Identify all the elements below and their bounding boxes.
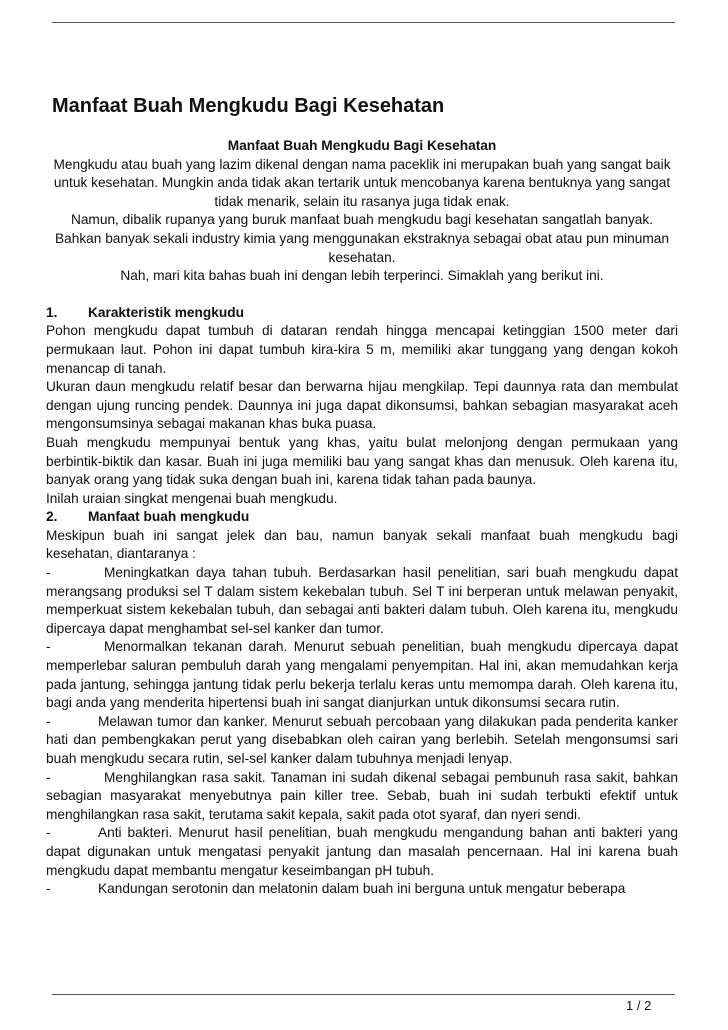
intro-paragraph: Mengkudu atau buah yang lazim dikenal dengan nama paceklik ini merupakan buah yang sangat baik untuk kesehatan. Mungkin anda tidak akan tertarik untuk mencobanya karena bentuknya yang sangat tidak menarik, selain itu rasanya juga tidak enak. [53, 156, 671, 209]
list-item-text: Melawan tumor dan kanker. Menurut sebuah percobaan yang dilakukan pada penderita kanker hati dan pembengkakan perut yang disebabkan oleh cairan yang berlebih. Setelah mengonsumsi sari buah mengkudu secara rutin, sel-sel kanker dalam tubuhnya menjadi lenyap. [46, 713, 678, 766]
body-paragraph: Meskipun buah ini sangat jelek dan bau, namun banyak sekali manfaat buah mengkudu bagi kesehatan, diantaranya : [46, 527, 678, 562]
list-item-text: Anti bakteri. Menurut hasil penelitian, buah mengkudu mengandung bahan anti bakteri yang dapat digunakan untuk mengatasi penyakit jantung dan masalah pencernaan. Hal ini karena buah mengkudu dapat membantu mengatur keseimbangan pH tubuh. [46, 825, 678, 878]
list-item [46, 713, 678, 769]
section-number: 1. [46, 304, 58, 320]
section-number: 2. [46, 509, 58, 525]
header-rule [52, 22, 675, 23]
list-bullet: - [46, 713, 51, 729]
document-subtitle: Manfaat Buah Mengkudu Bagi Kesehatan [227, 138, 497, 153]
document-body [46, 137, 678, 899]
list-bullet: - [46, 825, 51, 841]
list-item [46, 638, 678, 712]
list-bullet: - [46, 881, 51, 897]
list-item-text: Menghilangkan rasa sakit. Tanaman ini sudah dikenal sebagai pembunuh rasa sakit, bahkan sebagian masyarakat menyebutnya pain killer tree. Sebab, buah ini sudah terbukti efektif untuk menghilangkan rasa sakit, terutama sakit kepala, sakit pada otot syaraf, dan nyeri sendi. [46, 769, 678, 822]
section-heading-karakteristik [46, 304, 678, 323]
body-paragraph: Ukuran daun mengkudu relatif besar dan berwarna hijau mengkilap. Tepi daunnya rata dan membulat dengan ujung runcing pendek. Daunnya ini juga dapat dikonsumsi, bahkan sebagian masyarakat aceh mengonsumsinya sebagai makanan khas buka puasa. [46, 379, 678, 432]
list-item [46, 824, 678, 880]
list-bullet: - [46, 565, 51, 581]
list-item [46, 880, 678, 899]
body-paragraph: Inilah uraian singkat mengenai buah mengkudu. [46, 490, 338, 506]
document-title: Manfaat Buah Mengkudu Bagi Kesehatan [52, 95, 445, 117]
list-item [46, 564, 678, 638]
section-heading-text: Manfaat buah mengkudu [88, 509, 250, 525]
footer-rule [52, 994, 675, 995]
list-item-text: Menormalkan tekanan darah. Menurut sebuah penelitian, buah mengkudu dipercaya dapat memperlebar saluran pembuluh darah yang mengalami penyempitan. Hal ini, akan memudahkan kerja pada jantung, sehingga jantung tidak perlu bekerja terlalu keras untu memompa darah. Oleh karena itu, bagi anda yang menderita hipertensi buah ini sangat dianjurkan untuk dikonsumsi secara rutin. [46, 639, 678, 711]
intro-paragraph: Nah, mari kita bahas buah ini dengan lebih terperinci. Simaklah yang berikut ini. [120, 268, 604, 284]
section-heading-manfaat [46, 508, 678, 527]
list-item-text: Meningkatkan daya tahan tubuh. Berdasarkan hasil penelitian, sari buah mengkudu dapat merangsang produksi sel T dalam sistem kekebalan tubuh. Sel T ini berperan untuk melawan penyakit, memperkuat sistem kekebalan tubuh, dan sebagai anti bakteri dalam tubuh. Oleh karena itu, mengkudu dipercaya dapat menghambat sel-sel kanker dan tumor. [46, 565, 678, 636]
section-heading-text: Karakteristik mengkudu [88, 304, 244, 320]
list-bullet: - [46, 769, 51, 785]
list-item-text: Kandungan serotonin dan melatonin dalam buah ini berguna untuk mengatur beberapa [98, 881, 626, 897]
list-item [46, 769, 678, 825]
body-paragraph: Pohon mengkudu dapat tumbuh di dataran rendah hingga mencapai ketinggian 1500 meter dari permukaan laut. Pohon ini dapat tumbuh kira-kira 5 m, memiliki akar tunggang yang dengan kokoh menancap di tanah. [46, 323, 678, 376]
intro-paragraph: Namun, dibalik rupanya yang buruk manfaat buah mengkudu bagi kesehatan sangatlah banyak. Bahkan banyak sekali industry kimia yang menggunakan ekstraknya sebagai obat atau pun minuman kesehatan. [54, 212, 670, 265]
page-number: 1 / 2 [626, 998, 652, 1013]
body-paragraph: Buah mengkudu mempunyai bentuk yang khas, yaitu bulat melonjong dengan permukaan yang berbintik-biktik dan kasar. Buah ini juga memiliki bau yang sangat khas dan menusuk. Oleh karena itu, banyak orang yang tidak suka dengan buah ini, karena tidak tahan pada baunya. [46, 434, 678, 488]
list-bullet: - [46, 639, 51, 655]
